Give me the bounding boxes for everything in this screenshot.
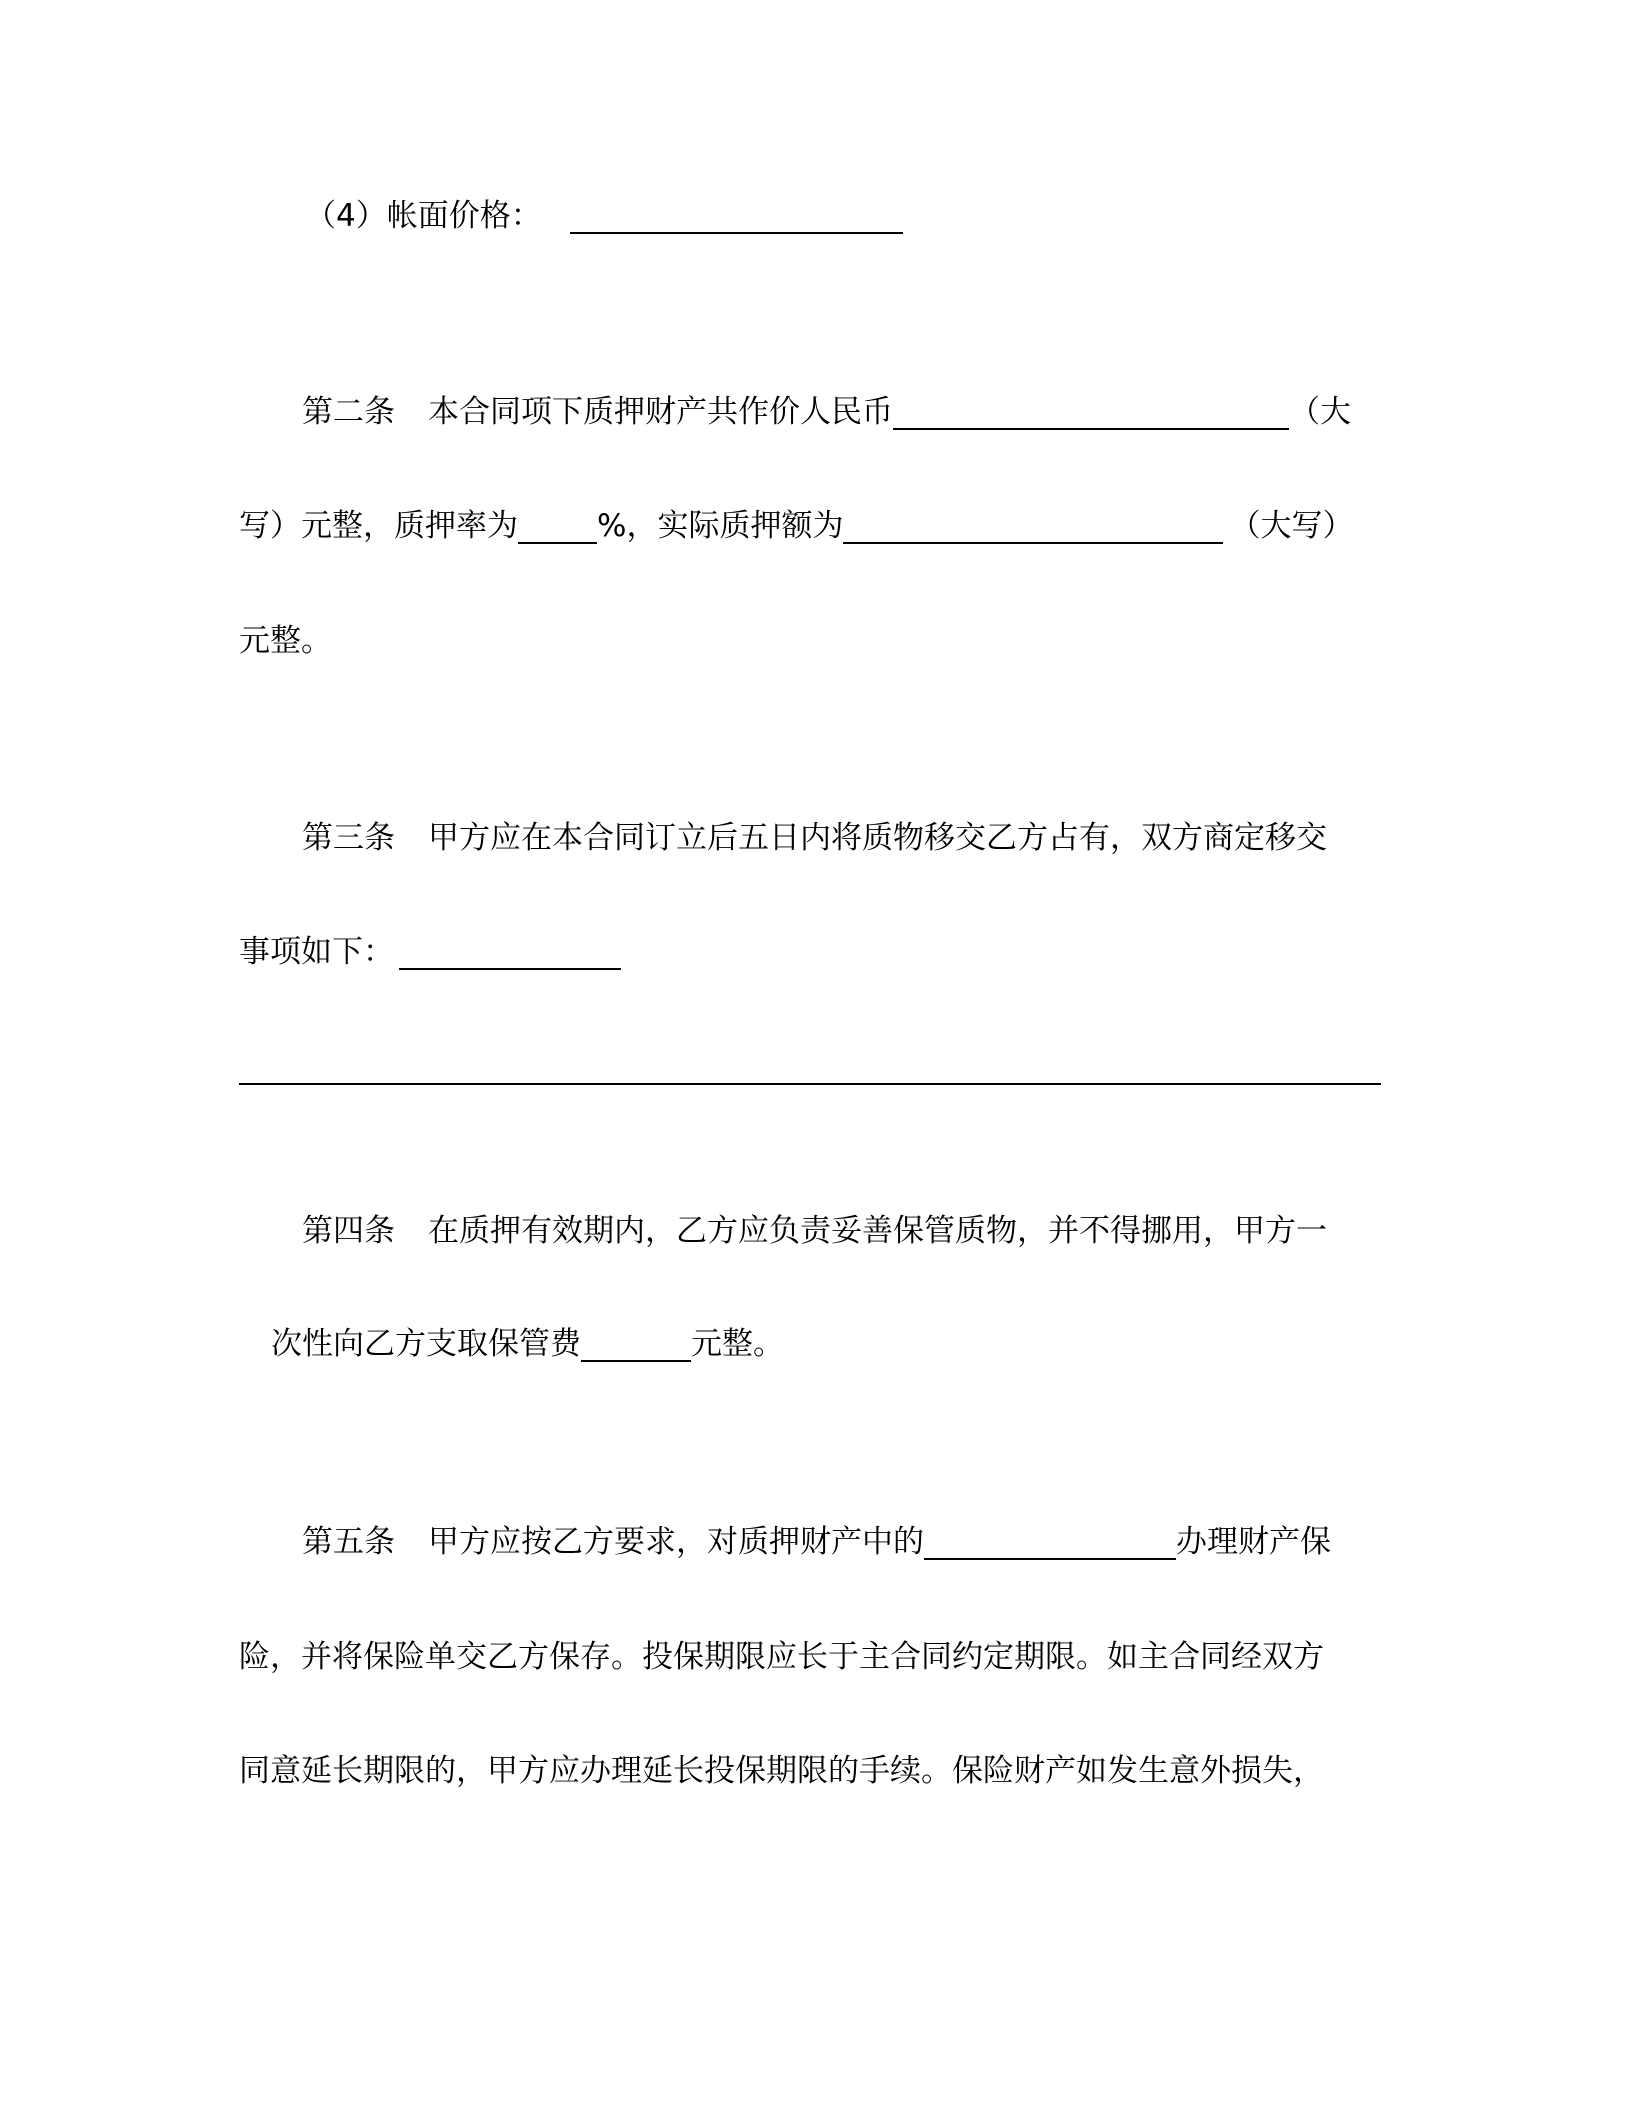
article3-text: 甲方应在本合同订立后五日内将质物移交乙方占有，双方商定移交 <box>428 820 1327 856</box>
article5-l3: 同意延长期限的，甲方应办理延长投保期限的手续。保险财产如发生意外损失， <box>239 1753 1324 1789</box>
article5-heading: 第五条 <box>302 1524 395 1560</box>
article5-text: 甲方应按乙方要求，对质押财产中的 <box>428 1524 924 1560</box>
article5-l2: 险，并将保险单交乙方保存。投保期限应长于主合同约定期限。如主合同经双方 <box>239 1639 1324 1675</box>
article4-l2-b: 元整。 <box>691 1326 784 1362</box>
article2-line2 <box>239 506 1353 546</box>
article2-line3 <box>239 621 332 661</box>
article3-heading: 第三条 <box>302 820 395 856</box>
transfer-matters-full-line[interactable] <box>239 1083 1381 1085</box>
article3-l2: 事项如下： <box>239 934 394 970</box>
pledge-rate-blank[interactable] <box>518 508 597 544</box>
book-value-blank[interactable] <box>570 198 903 234</box>
article5-line1 <box>302 1522 1331 1562</box>
article2-l3: 元整。 <box>239 623 332 659</box>
article2-l1-end: （大 <box>1289 394 1351 430</box>
item4-label: （4）帐面价格： <box>305 198 542 234</box>
article5-line3 <box>239 1751 1324 1791</box>
article4-line1 <box>302 1211 1327 1251</box>
article3-line2 <box>239 932 621 972</box>
article2-l2-a: 写）元整，质押率为 <box>239 508 518 544</box>
custody-fee-blank[interactable] <box>581 1326 691 1362</box>
article4-line2 <box>271 1324 784 1364</box>
article2-l2-b: %，实际质押额为 <box>597 508 844 544</box>
article5-line2 <box>239 1637 1324 1677</box>
transfer-matters-blank[interactable] <box>399 934 621 970</box>
total-price-blank[interactable] <box>893 394 1289 430</box>
article2-l2-c: （大写） <box>1229 508 1354 544</box>
article2-line1 <box>302 392 1351 432</box>
article5-l1-end: 办理财产保 <box>1176 1524 1331 1560</box>
insured-property-blank[interactable] <box>924 1524 1176 1560</box>
actual-pledge-amount-blank[interactable] <box>843 508 1223 544</box>
article4-text: 在质押有效期内，乙方应负责妥善保管质物，并不得挪用，甲方一 <box>428 1213 1327 1249</box>
item4-line <box>305 196 903 236</box>
article2-heading: 第二条 <box>302 394 395 430</box>
article3-line1 <box>302 818 1327 858</box>
article4-l2-a: 次性向乙方支取保管费 <box>271 1326 581 1362</box>
article4-heading: 第四条 <box>302 1213 395 1249</box>
article2-text: 本合同项下质押财产共作价人民币 <box>428 394 893 430</box>
